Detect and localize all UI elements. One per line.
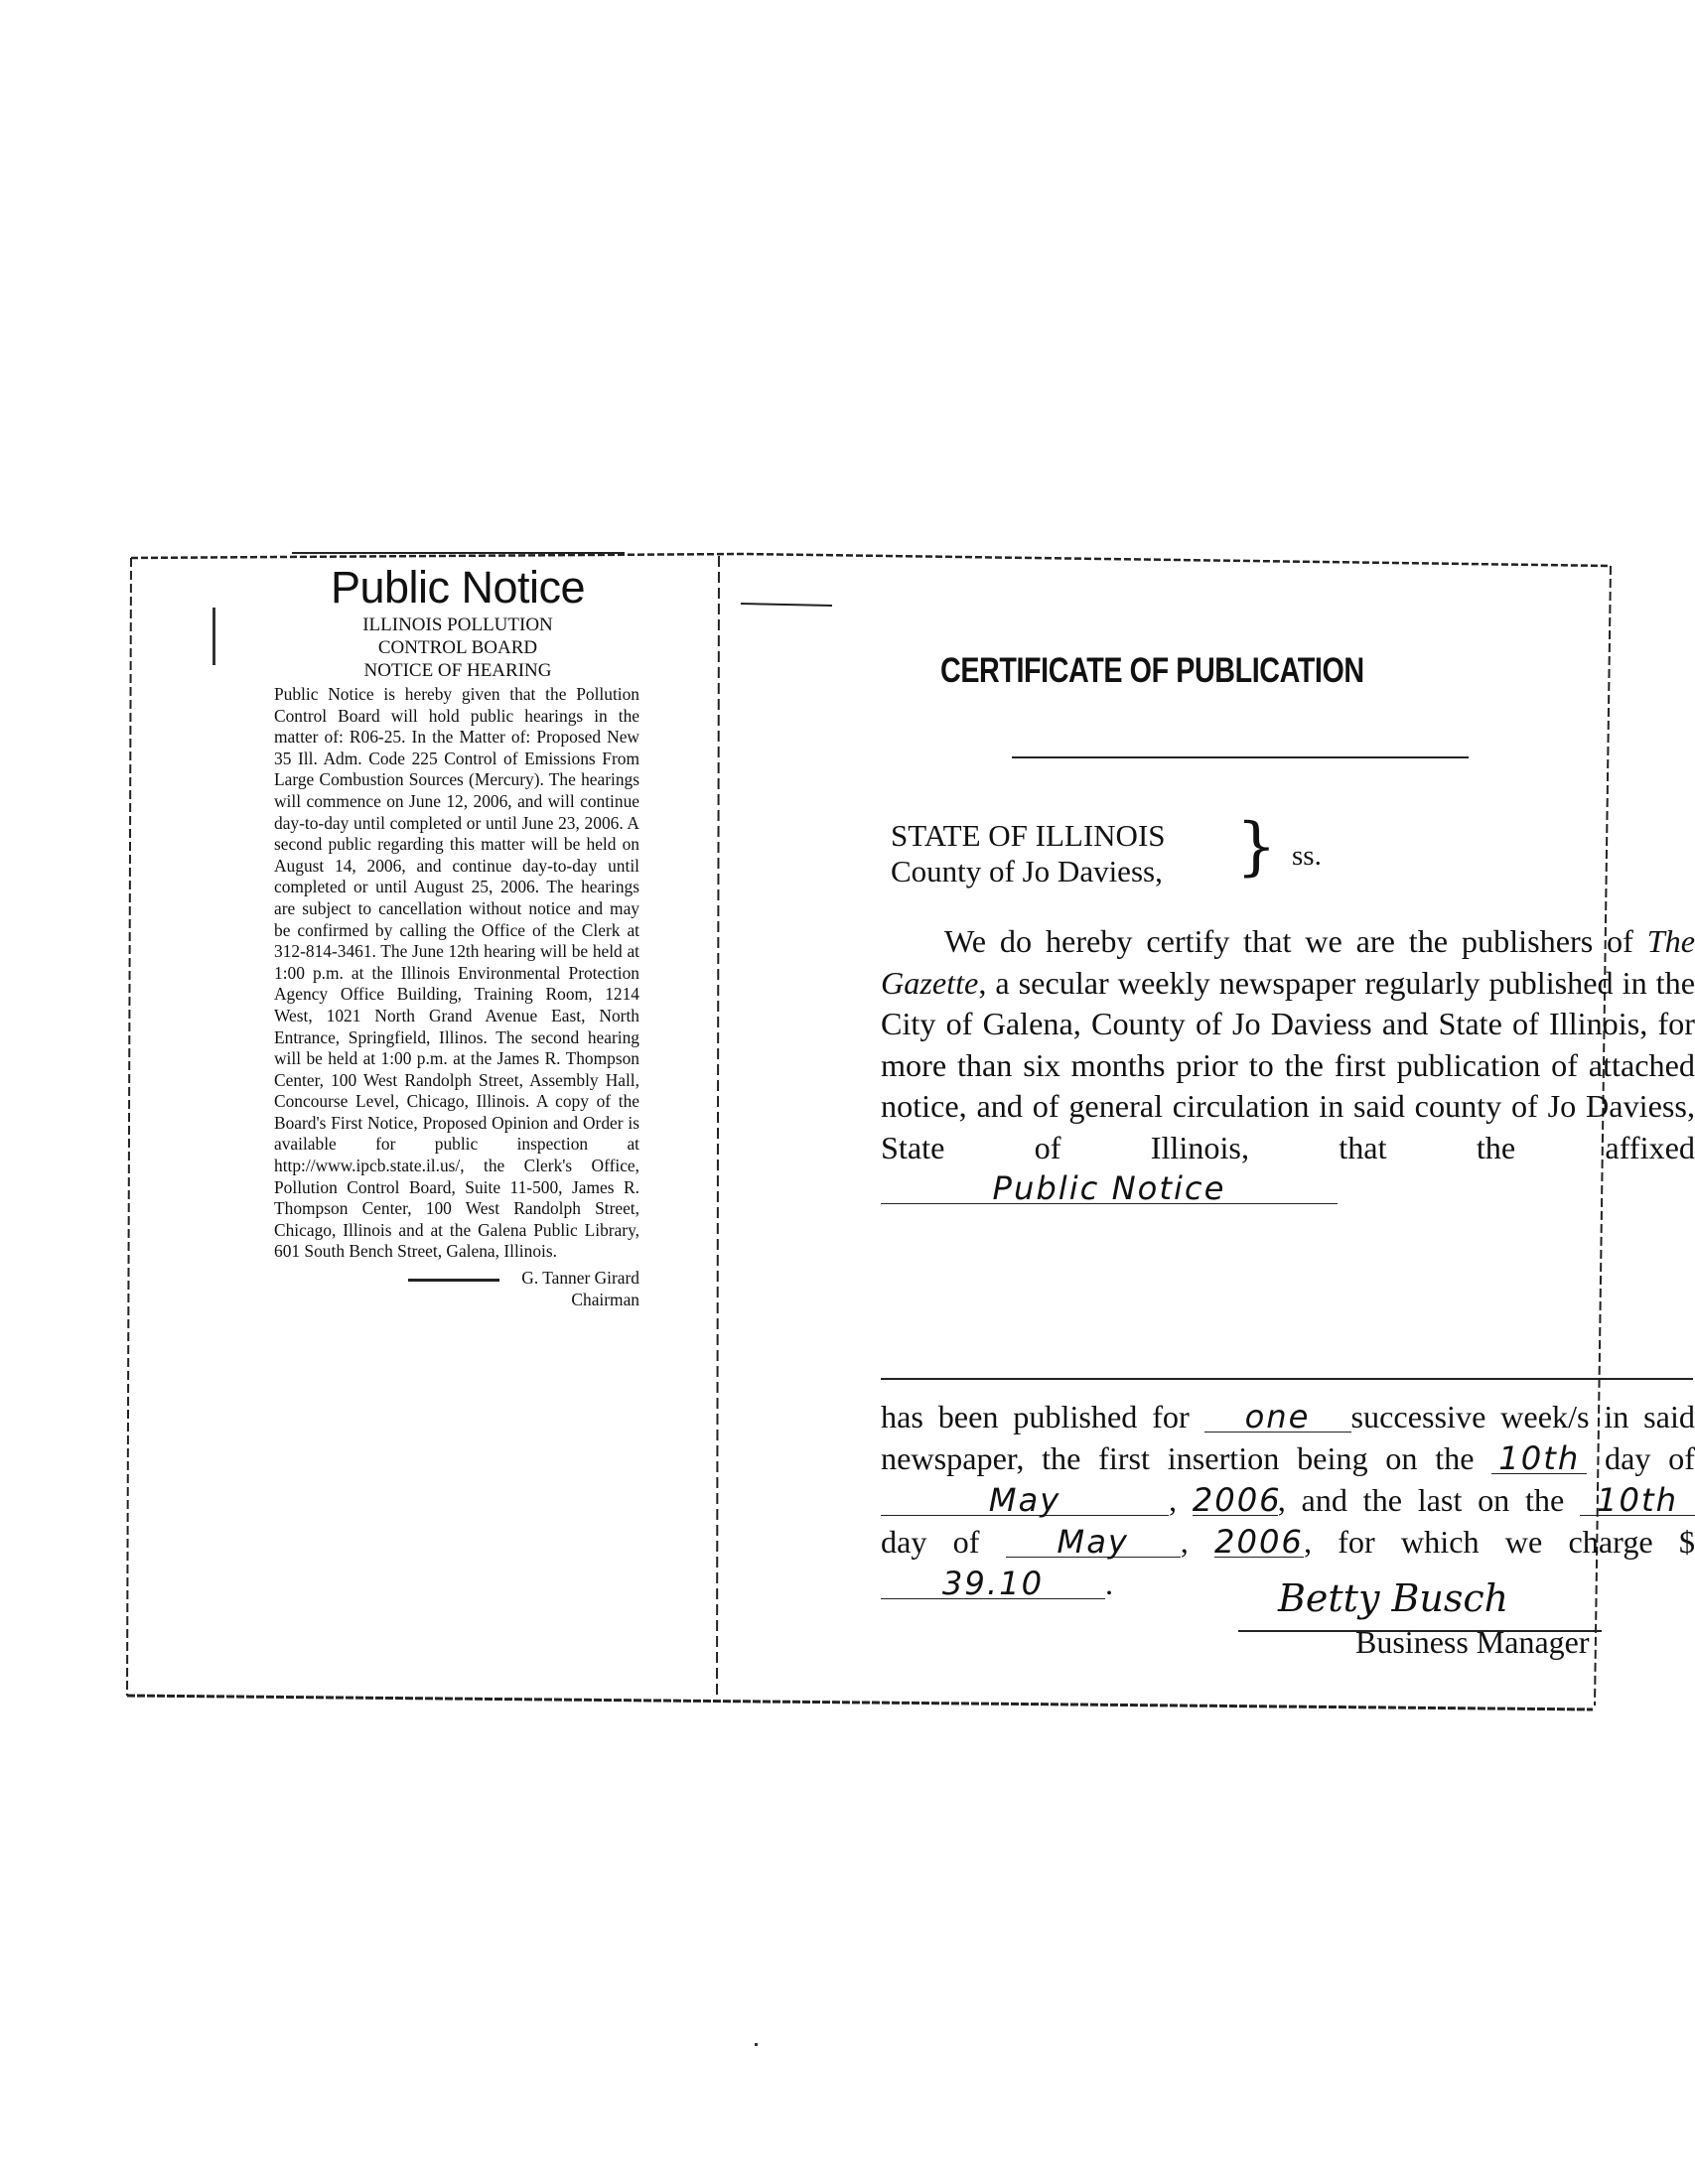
county-line: County of Jo Daviess, xyxy=(891,854,1163,888)
public-notice-clipping xyxy=(274,552,741,1310)
newspaper-name: The Gazette xyxy=(881,923,1695,1001)
blank-rule xyxy=(881,1378,1693,1380)
para-mid: , a secular weekly newspaper regularly published in the City of Galena, County of Jo Daviess and State of Illinois, for more than six months prior to the first publication of attached notice, and of general circulation in said county of Jo Daviess, State of Illinois, that the affixed xyxy=(881,964,1695,1165)
period-text: . xyxy=(1105,1566,1114,1601)
notice-hearing-line: NOTICE OF HEARING xyxy=(363,660,552,681)
notice-signer: G. Tanner Girard xyxy=(521,1268,639,1289)
first-year-field: 2006 xyxy=(1192,1481,1282,1519)
first-month-field: May xyxy=(881,1485,1169,1516)
notice-board-line1: ILLINOIS POLLUTION xyxy=(362,614,553,635)
notice-board-line2: CONTROL BOARD xyxy=(377,637,538,658)
comma-text: , xyxy=(1169,1482,1178,1518)
affixed-field: Public Notice xyxy=(881,1173,1338,1204)
day-of-text-2: day of xyxy=(881,1524,980,1560)
published-for-text: has been published for xyxy=(881,1399,1190,1434)
handwritten-signature: Betty Busch xyxy=(1238,1576,1602,1632)
certificate-title: CERTIFICATE OF PUBLICATION xyxy=(940,651,1364,690)
venue-ss: ss. xyxy=(1292,840,1322,872)
state-line: STATE OF ILLINOIS xyxy=(891,818,1166,853)
notice-signer-title: Chairman xyxy=(571,1290,639,1310)
notice-top-rule xyxy=(292,552,625,554)
certification-paragraph xyxy=(881,921,1695,1210)
day-of-text: day of xyxy=(1604,1440,1695,1476)
scan-speck xyxy=(755,2043,758,2046)
weeks-field: one xyxy=(1204,1402,1351,1433)
business-manager-block xyxy=(1238,1576,1602,1661)
for-which-text: , for which we charge $ xyxy=(1303,1524,1695,1560)
title-rule xyxy=(1012,756,1469,758)
notice-title: Public Notice xyxy=(330,562,586,613)
last-day-field: 10th xyxy=(1580,1485,1695,1516)
business-manager-label: Business Manager xyxy=(1355,1624,1590,1660)
last-year-field: 2006 xyxy=(1213,1523,1304,1561)
venue-brace: } xyxy=(1236,810,1277,884)
scan-mark xyxy=(212,608,215,665)
last-month-field: May xyxy=(1006,1527,1181,1558)
notice-body: Public Notice is hereby given that the Pollution Control Board will hold public hearings in the matter of: R06-25. In the Matter of: Proposed New 35 Ill. Adm. Code 225 Control of Emissions From Large Combustion Sources (Mercury). The hearings will commence on June 12, 2006, and will continue day-to-day until completed or until June 23, 2006. A second public regarding this matter will be held on August 14, 2006, and continue day-to-day until completed or until August 25, 2006. The hearings are subject to cancellation without notice and may be confirmed by calling the Office of the Clerk at 312-814-3461. The June 12th hearing will be held at 1:00 p.m. at the Illinois Environmental Protection Agency Office Building, Training Room, 1214 West, 1021 North Grand Avenue East, North Entrance, Springfield, Illinos. The second hearing will be held at 1:00 p.m. at the James R. Thompson Center, 100 West Randolph Street, Assembly Hall, Concourse Level, Chicago, Illinois. A copy of the Board's First Notice, Proposed Opinion and Order is available for public inspection at http://www.ipcb.state.il.us/, the Clerk's Office, Pollution Control Board, Suite 11-500, James R. Thompson Center, 100 West Randolph Street, Chicago, Illinois and at the Galena Public Library, 601 South Bench Street, Galena, Illinois. xyxy=(274,684,639,1262)
charge-field: 39.10 xyxy=(881,1569,1105,1599)
clipping-frame xyxy=(127,544,1695,1706)
notice-signature-block xyxy=(274,1267,639,1310)
first-day-field: 10th xyxy=(1491,1443,1587,1474)
publication-details xyxy=(881,1396,1695,1604)
last-on-text: , and the last on the xyxy=(1277,1482,1565,1518)
signature-dash xyxy=(408,1279,499,1282)
successive-text: successive week/s in said newspaper, the first insertion being on the xyxy=(881,1399,1695,1476)
para-start: We do hereby certify that we are the publishers of xyxy=(944,923,1647,959)
venue-block xyxy=(891,818,1166,889)
comma-text-2: , xyxy=(1180,1524,1189,1560)
